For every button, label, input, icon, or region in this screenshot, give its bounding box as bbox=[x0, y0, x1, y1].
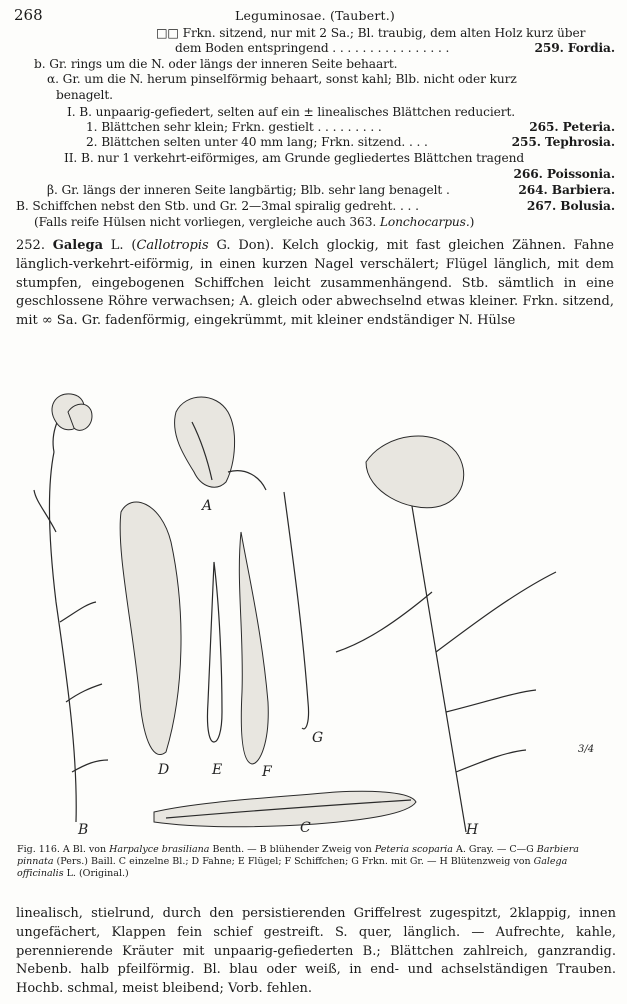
genus-author: L. ( bbox=[110, 238, 137, 253]
key-line bbox=[56, 88, 113, 103]
key-text: I. B. unpaarig-gefiedert, selten auf ein ± linealisches Blättchen reduciert. bbox=[67, 105, 516, 119]
page-number: 268 bbox=[14, 6, 43, 24]
key-line bbox=[156, 26, 585, 41]
key-text: □□ Frkn. sitzend, nur mit 2 Sa.; Bl. traubig, dem alten Holz kurz über bbox=[156, 26, 586, 40]
figure-label-d: D bbox=[158, 762, 170, 778]
key-line bbox=[34, 215, 474, 230]
figure-scale: 3/4 bbox=[578, 744, 595, 755]
figure-g-ovary bbox=[284, 492, 309, 729]
key-line bbox=[16, 199, 615, 214]
key-text: II. B. nur 1 verkehrt-eiförmiges, am Grunde gegliedertes Blättchen tragend bbox=[64, 151, 525, 165]
key-text: 1. Blättchen sehr klein; Frkn. gestielt . . . . . . . . . bbox=[86, 120, 382, 134]
caption-taxon: Barbiera pinnata bbox=[17, 844, 579, 867]
figure-label-a: A bbox=[202, 498, 213, 514]
key-line bbox=[86, 135, 615, 150]
figure-label-g: G bbox=[312, 730, 324, 746]
key-line bbox=[64, 151, 524, 166]
key-text: b. Gr. rings um die N. oder längs der inneren Seite behaart. bbox=[34, 57, 398, 71]
caption-taxon: Peteria scoparia bbox=[374, 844, 453, 855]
running-title: Leguminosae. (Taubert.) bbox=[235, 8, 395, 23]
key-text: β. Gr. längs der inneren Seite langbärtig; Blb. sehr lang benagelt . bbox=[47, 183, 450, 197]
key-text: dem Boden entspringend . . . . . . . . . . . . . . . . bbox=[175, 41, 450, 55]
caption-taxon: Galega officinalis bbox=[17, 856, 568, 879]
genus-ref: 266. Poissonia. bbox=[513, 167, 615, 181]
key-line bbox=[67, 105, 515, 120]
caption-taxon: Harpalyce brasiliana bbox=[109, 844, 210, 855]
genus-paragraph-continued: linealisch, stielrund, durch den persistierenden Griffelrest zugespitzt, 2klappig, innen ungefächert, Klappen fein schief gestreift. S. quer, länglich. — Aufrechte, kahle, perennierende Kräuter mit unpaarig-gefiederten B.; Blättchen zahlreich, ganzrandig. Nebenb. halb pfeilförmig. Bl. blau oder weiß, in end- und achselständigen Trauben. Hochb. schmal, meist bleibend; Vorb. fehlen. bbox=[16, 906, 616, 997]
figure-label-f: F bbox=[262, 764, 272, 780]
key-line bbox=[47, 72, 517, 87]
caption-part: L. (Original.) bbox=[66, 868, 129, 879]
figure-c-flower bbox=[154, 791, 416, 826]
key-line bbox=[175, 41, 615, 56]
key-tail: ) bbox=[469, 215, 475, 229]
key-text: benagelt. bbox=[56, 88, 113, 102]
figure-f-keel bbox=[239, 532, 268, 764]
key-text: 2. Blättchen selten unter 40 mm lang; Frkn. sitzend. . . . bbox=[86, 135, 428, 149]
figure-e-wing bbox=[207, 562, 222, 742]
genus-ref: 264. Barbiera. bbox=[518, 183, 615, 197]
botanical-illustration bbox=[16, 372, 614, 842]
key-text: α. Gr. um die N. herum pinselförmig behaart, sonst kahl; Blb. nicht oder kurz bbox=[47, 72, 517, 86]
figure-116 bbox=[16, 372, 614, 842]
key-line bbox=[34, 57, 397, 72]
caption-part: (Pers.) Baill. C einzelne Bl.; D Fahne; E Flügel; F Schiffchen; G Frkn. mit Gr. — H Blütenzweig von bbox=[56, 856, 531, 867]
figure-caption bbox=[17, 844, 613, 880]
genus-name: Galega bbox=[52, 238, 103, 253]
genus-ref: 255. Tephrosia. bbox=[511, 135, 615, 149]
figure-h-branch bbox=[336, 436, 556, 832]
caption-part: Benth. — B blühender Zweig von bbox=[212, 844, 372, 855]
key-line bbox=[47, 183, 615, 198]
genus-description: Kelch glockig, mit fast gleichen Zähnen. Fahne länglich-verkehrt-eiförmig, in einen kurzen Nagel verschälert; Flügel länglich, mit dem stumpfen, eingebogenen Schiffchen leicht zusammenhängend. Stb. sämtlich in eine geschlossene Röhre verwachsen; A. gleich oder abwechselnd etwas kleiner. Frkn. sitzend, mit ∞ Sa. Gr. fadenförmig, eingekrümmt, mit kleiner endständiger N. Hülse bbox=[16, 238, 614, 329]
key-line bbox=[86, 120, 615, 135]
figure-label-e: E bbox=[212, 762, 223, 778]
figure-b-branch bbox=[34, 394, 108, 822]
caption-part: A. Gray. — C—G bbox=[456, 844, 534, 855]
caption-prefix: Fig. 116. A Bl. von bbox=[17, 844, 107, 855]
figure-label-c: C bbox=[300, 820, 311, 836]
genus-ref: 265. Peteria. bbox=[529, 120, 615, 134]
genus-synonym-author: G. Don). bbox=[216, 238, 275, 253]
figure-d-standard bbox=[120, 502, 181, 755]
figure-label-h: H bbox=[466, 822, 479, 838]
key-italic: Lonchocarpus. bbox=[379, 215, 470, 229]
key-text: B. Schiffchen nebst den Stb. und Gr. 2—3mal spiralig gedreht. . . . bbox=[16, 199, 419, 213]
key-text: (Falls reife Hülsen nicht vorliegen, vergleiche auch 363. bbox=[34, 215, 377, 229]
genus-ref: 267. Bolusia. bbox=[526, 199, 615, 213]
figure-label-b: B bbox=[78, 822, 89, 838]
genus-number: 252. bbox=[16, 238, 45, 253]
genus-paragraph bbox=[16, 237, 614, 331]
genus-synonym: Callotropis bbox=[136, 238, 209, 253]
genus-ref: 259. Fordia. bbox=[534, 41, 615, 55]
figure-a-flower bbox=[175, 397, 266, 490]
